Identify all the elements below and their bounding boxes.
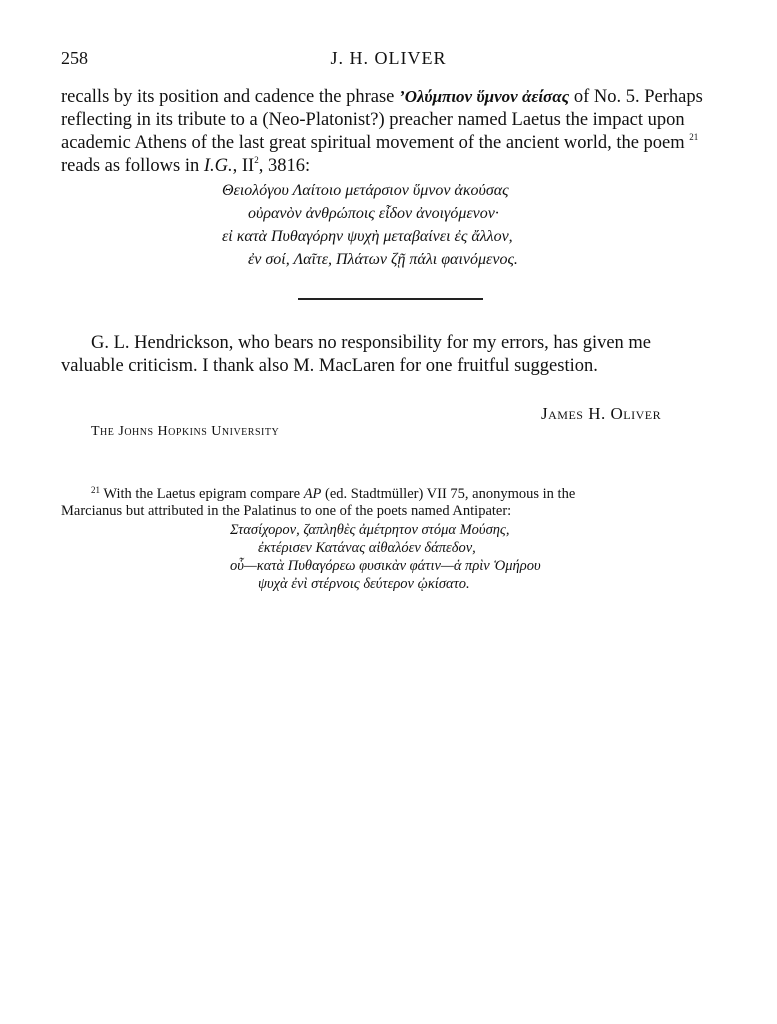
- body-line-4: [61, 155, 721, 180]
- footnote-text-segment: (ed. Stadtmüller) VII 75, anonymous in the: [321, 486, 576, 502]
- footnote-number: 21: [91, 485, 100, 495]
- epigram-line-1: Θειολόγου Λαίτοιο μετάρσιον ὕμνον ἀκούσας: [222, 182, 509, 199]
- section-divider: [298, 298, 483, 300]
- epigram-line-4: ἐν σοί, Λαῖτε, Πλάτων ζῇ πάλι φαινόμενος.: [248, 251, 518, 268]
- footnote-text-segment: With the Laetus epigram compare: [100, 486, 304, 502]
- body-text-segment: academic Athens of the last great spiritual movement of the ancient world, the poem: [61, 133, 690, 153]
- running-head: J. H. OLIVER: [330, 48, 447, 68]
- citation-abbrev: AP: [303, 486, 322, 502]
- acknowledgment-line-2: valuable criticism. I thank also M. MacLaren for one fruitful suggestion.: [61, 356, 598, 376]
- body-text-segment: reads as follows in: [61, 156, 204, 176]
- footnote-ref: 21: [689, 132, 699, 142]
- body-text-segment: recalls by its position and cadence the phrase: [61, 87, 400, 107]
- body-line-2: reflecting in its tribute to a (Neo-Platonist?) preacher named Laetus the impact upon: [61, 110, 685, 130]
- body-line-1: [61, 86, 721, 109]
- footnote-verse-1: Στασίχορον, ζαπληθὲς ἀμέτρητον στόμα Μούσης,: [230, 522, 510, 538]
- superscript: 2: [254, 155, 259, 165]
- footnote-verse-3: οὗ—κατὰ Πυθαγόρεω φυσικὰν φάτιν—ἁ πρὶν Ὁμήρου: [230, 558, 541, 574]
- footnote-line-2: Marcianus but attributed in the Palatinus to one of the poets named Antipater:: [61, 503, 512, 519]
- author-affiliation: The Johns Hopkins University: [91, 424, 280, 439]
- body-text-segment: of No. 5. Perhaps: [569, 87, 703, 107]
- author-signature: James H. Oliver: [541, 404, 662, 423]
- footnote-verse-2: ἐκτέρισεν Κατάνας αἰθαλόεν δάπεδον,: [258, 540, 476, 556]
- greek-phrase: ’Ολύμπιον ὕμνον ἀείσας: [399, 87, 570, 106]
- citation-abbrev: I.G.: [203, 156, 233, 176]
- epigram-line-3: εἰ κατὰ Πυθαγόρην ψυχὴ μεταβαίνει ἐς ἄλλον,: [222, 228, 513, 245]
- footnote-line-1: [91, 486, 721, 504]
- body-text-segment: , II: [232, 156, 255, 176]
- body-text-segment: , 3816:: [258, 156, 311, 176]
- page-number: 258: [61, 48, 88, 68]
- acknowledgment-line-1: G. L. Hendrickson, who bears no responsibility for my errors, has given me: [91, 333, 652, 353]
- footnote-verse-4: ψυχὰ ἐνὶ στέρνοις δεύτερον ᾠκίσατο.: [258, 576, 470, 592]
- body-line-3: [61, 132, 721, 157]
- epigram-line-2: οὐρανὸν ἀνθρώποις εἶδον ἀνοιγόμενον·: [248, 205, 499, 222]
